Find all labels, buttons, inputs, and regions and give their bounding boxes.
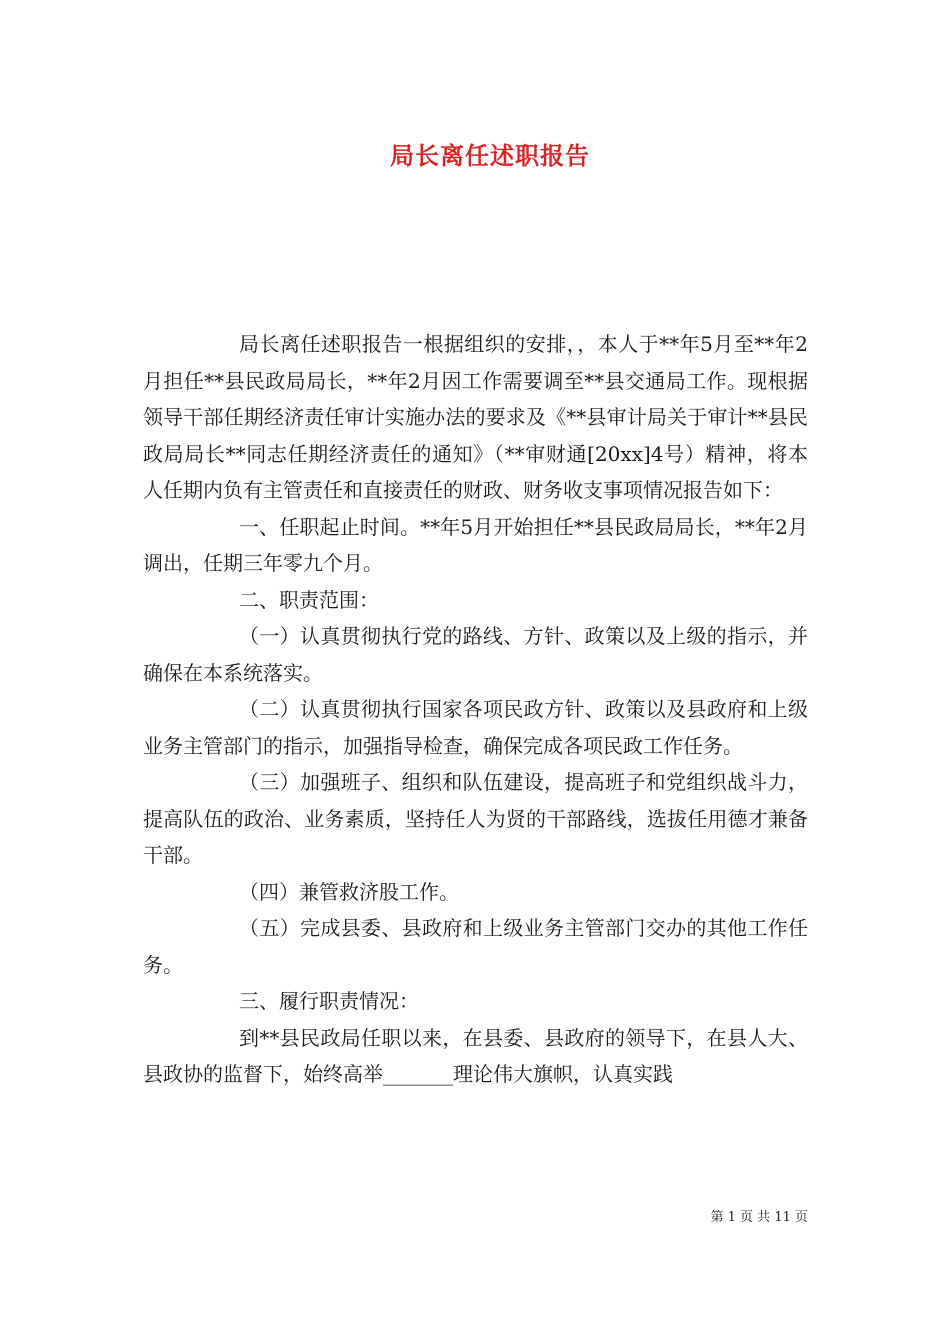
paragraph-performance-heading: 三、履行职责情况： (239, 989, 419, 1013)
paragraph-duty-1: （一）认真贯彻执行党的路线、方针、政策以及上级的指示，并确保在本系统落实。 (143, 624, 808, 685)
document-body (143, 326, 808, 1093)
paragraph-duty-4: （四）兼管救济股工作。 (239, 879, 459, 904)
page-title: 局长离任述职报告 (390, 141, 590, 170)
paragraph-duty-3: （三）加强班子、组织和队伍建设，提高班子和党组织战斗力，提高队伍的政治、业务素质，坚持任人为贤的干部路线，选拔任用德才兼备干部。 (143, 770, 808, 867)
paragraph-intro: 局长离任述职报告一根据组织的安排，，本人于**年5月至**年2月担任**县民政局局长，**年2月因工作需要调至**县交通局工作。现根据领导干部任期经济责任审计实施办法的要求及《**县审计局关于审计**县民政局局长**同志任期经济责任的通知》（**审财通[20xx]4号）精神，将本人任期内负有主管责任和直接责任的财政、财务收支事项情况报告如下： (143, 332, 808, 502)
paragraph-performance-body: 到**县民政局任职以来，在县委、县政府的领导下，在县人大、县政协的监督下，始终高举_______理论伟大旗帜，认真实践 (143, 1025, 808, 1086)
paragraph-duty-2: （二）认真贯彻执行国家各项民政方针、政策以及县政府和上级业务主管部门的指示，加强指导检查，确保完成各项民政工作任务。 (143, 697, 808, 758)
paragraph-term: 一、任职起止时间。**年5月开始担任**县民政局局长，**年2月调出，任期三年零九个月。 (143, 514, 808, 575)
page-number: 第 1 页 共 11 页 (710, 1210, 808, 1225)
paragraph-duties-heading: 二、职责范围： (239, 587, 379, 612)
paragraph-duty-5: （五）完成县委、县政府和上级业务主管部门交办的其他工作任务。 (143, 916, 808, 977)
